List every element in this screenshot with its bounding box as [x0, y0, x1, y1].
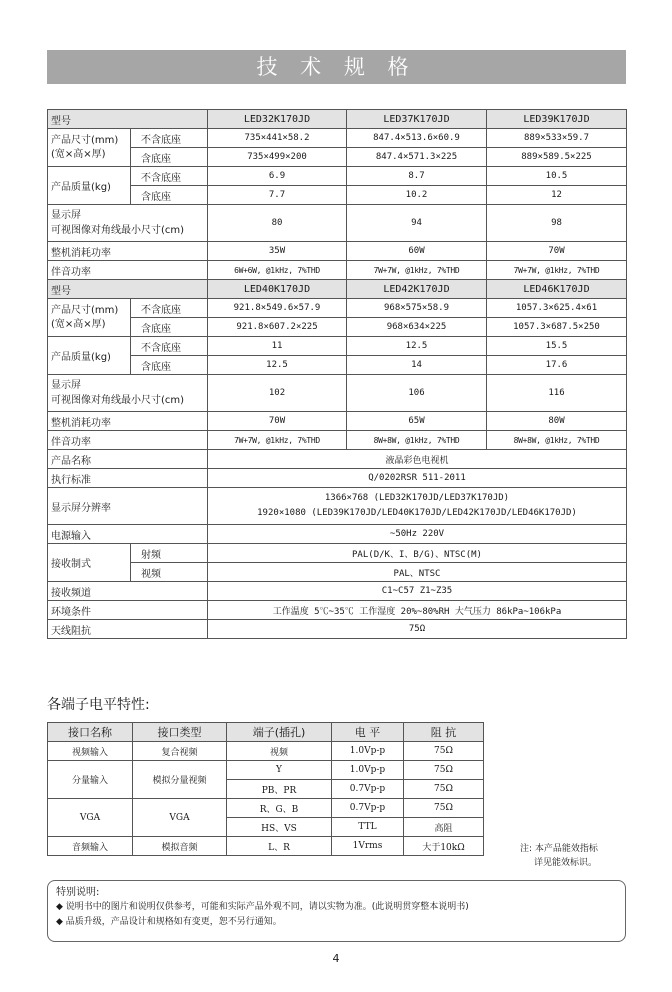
- cell-value: 7.7: [208, 186, 347, 205]
- cell-value: 65W: [347, 412, 487, 431]
- cell-value: 7W+7W, @1kHz, 7%THD: [208, 431, 347, 450]
- spec-header-row-b: [48, 280, 627, 299]
- cell-value: 94: [347, 205, 487, 242]
- model-name: LED39K170JD: [487, 110, 627, 129]
- product-name-label: 产品名称: [48, 450, 208, 469]
- table-row: [48, 525, 627, 544]
- model-name: LED42K170JD: [347, 280, 487, 299]
- cell-value: 35W: [208, 242, 347, 261]
- energy-note-line-1: 注: 本产品能效指标: [520, 844, 598, 854]
- cell-value: 889×589.5×225: [487, 148, 627, 167]
- column-header: 阻 抗: [404, 723, 484, 742]
- model-label: 型号: [48, 280, 208, 299]
- column-header: 端子(插孔): [227, 723, 332, 742]
- table-row: [48, 186, 627, 205]
- table-row: [48, 167, 627, 186]
- power-label: 整机消耗功率: [48, 242, 208, 261]
- power-label: 整机消耗功率: [48, 412, 208, 431]
- table-row: [48, 799, 484, 818]
- cell-value: 921.8×607.2×225: [208, 318, 347, 337]
- model-name: LED40K170JD: [208, 280, 347, 299]
- table-row: [48, 148, 627, 167]
- special-notice-box: [47, 880, 626, 942]
- cell-value: 889×533×59.7: [487, 129, 627, 148]
- antenna-value: 75Ω: [208, 620, 627, 639]
- cell-value: 15.5: [487, 337, 627, 356]
- cell-value: 968×575×58.9: [347, 299, 487, 318]
- cell-value: 98: [487, 205, 627, 242]
- model-name: LED46K170JD: [487, 280, 627, 299]
- cell-value: 音频输入: [48, 837, 133, 856]
- cell-value: 10.5: [487, 167, 627, 186]
- table-row: [48, 742, 484, 761]
- cell-value: 6.9: [208, 167, 347, 186]
- cell-value: 11: [208, 337, 347, 356]
- model-label: 型号: [48, 110, 208, 129]
- cell-value: 847.4×513.6×60.9: [347, 129, 487, 148]
- screen-label: 显示屏 可视图像对角线最小尺寸(cm): [48, 205, 208, 242]
- rf-label: 射频: [131, 544, 208, 563]
- cell-value: Y: [227, 761, 332, 780]
- cell-value: 8.7: [347, 167, 487, 186]
- receive-label: 接收制式: [48, 544, 131, 582]
- channel-label: 接收频道: [48, 582, 208, 601]
- rf-value: PAL(D/K、I、B/G)、NTSC(M): [208, 544, 627, 563]
- cell-value: 70W: [487, 242, 627, 261]
- env-label: 环境条件: [48, 601, 208, 620]
- model-name: LED32K170JD: [208, 110, 347, 129]
- table-row: [48, 261, 627, 280]
- table-row: [48, 412, 627, 431]
- table-row: [48, 129, 627, 148]
- special-notice-item: ◆ 说明书中的图片和说明仅供参考，可能和实际产品外观不同，请以实物为准。(此说明贯穿整本说明书): [56, 902, 469, 912]
- screen-label: 显示屏 可视图像对角线最小尺寸(cm): [48, 375, 208, 412]
- no-stand-label: 不含底座: [131, 129, 208, 148]
- cell-value: HS、VS: [227, 818, 332, 837]
- cell-value: 80: [208, 205, 347, 242]
- cell-value: 106: [347, 375, 487, 412]
- table-row: [48, 431, 627, 450]
- column-header: 接口名称: [48, 723, 133, 742]
- with-stand-label: 含底座: [131, 148, 208, 167]
- table-row: [48, 582, 627, 601]
- model-name: LED37K170JD: [347, 110, 487, 129]
- cell-value: 视频输入: [48, 742, 133, 761]
- cell-value: 735×499×200: [208, 148, 347, 167]
- cell-value: 75Ω: [404, 742, 484, 761]
- cell-value: 1.0Vp-p: [332, 742, 404, 761]
- cell-value: 12.5: [208, 356, 347, 375]
- cell-value: 8W+8W, @1kHz, 7%THD: [487, 431, 627, 450]
- cell-value: 102: [208, 375, 347, 412]
- cell-value: 17.6: [487, 356, 627, 375]
- table-row: [48, 761, 484, 780]
- special-notice-item: ◆ 品质升级，产品设计和规格如有变更，恕不另行通知。: [56, 917, 282, 927]
- cell-value: 大于10kΩ: [404, 837, 484, 856]
- cell-value: 7W+7W, @1kHz, 7%THD: [487, 261, 627, 280]
- standard-value: Q/0202RSR 511-2011: [208, 469, 627, 488]
- power-input-label: 电源输入: [48, 525, 208, 544]
- cell-value: 921.8×549.6×57.9: [208, 299, 347, 318]
- antenna-label: 天线阻抗: [48, 620, 208, 639]
- resolution-line-1: 1366×768 (LED32K170JD/LED37K170JD): [324, 493, 510, 503]
- cell-value: 70W: [208, 412, 347, 431]
- cell-value: 75Ω: [404, 761, 484, 780]
- cell-value: TTL: [332, 818, 404, 837]
- audio-label: 伴音功率: [48, 431, 208, 450]
- cell-value: 12.5: [347, 337, 487, 356]
- energy-note-line-2: 详见能效标识。: [534, 858, 598, 868]
- cell-value: 80W: [487, 412, 627, 431]
- energy-note: [520, 842, 598, 870]
- cell-value: 1057.3×625.4×61: [487, 299, 627, 318]
- cell-value: 0.7Vp-p: [332, 799, 404, 818]
- cell-value: 模拟音频: [133, 837, 227, 856]
- table-row: [48, 356, 627, 375]
- table-row: [48, 242, 627, 261]
- product-name-value: 液晶彩色电视机: [208, 450, 627, 469]
- cell-value: 968×634×225: [347, 318, 487, 337]
- standard-label: 执行标准: [48, 469, 208, 488]
- weight-label: 产品质量(kg): [48, 337, 131, 375]
- with-stand-label: 含底座: [131, 356, 208, 375]
- cell-value: 6W+6W, @1kHz, 7%THD: [208, 261, 347, 280]
- table-row: [48, 837, 484, 856]
- table-row: [48, 563, 627, 582]
- resolution-label: 显示屏分辨率: [48, 488, 208, 525]
- ports-section-title: 各端子电平特性:: [47, 697, 150, 713]
- cell-value: PB、PR: [227, 780, 332, 799]
- table-row: [48, 620, 627, 639]
- table-row: [48, 205, 627, 242]
- cell-value: 735×441×58.2: [208, 129, 347, 148]
- cell-value: 模拟分量视频: [133, 761, 227, 799]
- table-row: [48, 544, 627, 563]
- with-stand-label: 含底座: [131, 318, 208, 337]
- table-row: [48, 337, 627, 356]
- cell-value: R、G、B: [227, 799, 332, 818]
- page-number: 4: [332, 952, 340, 965]
- table-row: [48, 488, 627, 525]
- cell-value: 847.4×571.3×225: [347, 148, 487, 167]
- cell-value: 分量输入: [48, 761, 133, 799]
- page-title: 技 术 规 格: [47, 50, 626, 84]
- channel-value: C1~C57 Z1~Z35: [208, 582, 627, 601]
- spec-table: [47, 109, 627, 639]
- cell-value: 116: [487, 375, 627, 412]
- cell-value: 复合视频: [133, 742, 227, 761]
- cell-value: 7W+7W, @1kHz, 7%THD: [347, 261, 487, 280]
- table-row: [48, 299, 627, 318]
- ports-table: [47, 722, 484, 856]
- cell-value: 60W: [347, 242, 487, 261]
- table-row: [48, 469, 627, 488]
- cell-value: 1Vrms: [332, 837, 404, 856]
- size-label: 产品尺寸(mm) (宽×高×厚): [48, 129, 131, 167]
- resolution-value: [208, 488, 627, 525]
- table-row: [48, 375, 627, 412]
- cell-value: 0.7Vp-p: [332, 780, 404, 799]
- cell-value: 14: [347, 356, 487, 375]
- cell-value: VGA: [133, 799, 227, 837]
- cell-value: 高阻: [404, 818, 484, 837]
- power-input-value: ~50Hz 220V: [208, 525, 627, 544]
- cell-value: VGA: [48, 799, 133, 837]
- ports-header-row: [48, 723, 484, 742]
- spec-header-row-a: [48, 110, 627, 129]
- resolution-line-2: 1920×1080 (LED39K170JD/LED40K170JD/LED42K170JD/LED46K170JD): [257, 508, 577, 518]
- audio-label: 伴音功率: [48, 261, 208, 280]
- video-value: PAL、NTSC: [208, 563, 627, 582]
- with-stand-label: 含底座: [131, 186, 208, 205]
- column-header: 接口类型: [133, 723, 227, 742]
- weight-label: 产品质量(kg): [48, 167, 131, 205]
- column-header: 电 平: [332, 723, 404, 742]
- cell-value: 75Ω: [404, 799, 484, 818]
- cell-value: 1057.3×687.5×250: [487, 318, 627, 337]
- size-label: 产品尺寸(mm) (宽×高×厚): [48, 299, 131, 337]
- video-label: 视频: [131, 563, 208, 582]
- cell-value: 视频: [227, 742, 332, 761]
- cell-value: L、R: [227, 837, 332, 856]
- cell-value: 75Ω: [404, 780, 484, 799]
- special-notice-title: 特别说明:: [56, 887, 100, 898]
- no-stand-label: 不含底座: [131, 299, 208, 318]
- cell-value: 1.0Vp-p: [332, 761, 404, 780]
- table-row: [48, 318, 627, 337]
- cell-value: 10.2: [347, 186, 487, 205]
- cell-value: 8W+8W, @1kHz, 7%THD: [347, 431, 487, 450]
- cell-value: 12: [487, 186, 627, 205]
- table-row: [48, 601, 627, 620]
- no-stand-label: 不含底座: [131, 337, 208, 356]
- table-row: [48, 450, 627, 469]
- env-value: 工作温度 5℃~35℃ 工作湿度 20%~80%RH 大气压力 86kPa~106kPa: [208, 601, 627, 620]
- no-stand-label: 不含底座: [131, 167, 208, 186]
